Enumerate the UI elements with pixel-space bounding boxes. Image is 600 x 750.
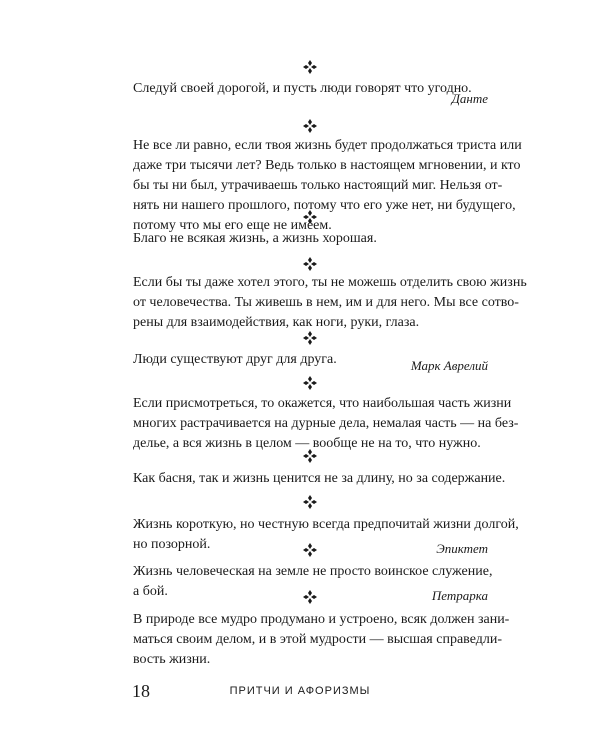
- quote-line: Жизнь короткую, но честную всегда предпочитай жизни долгой,: [133, 517, 519, 532]
- quote-line: делье, а вся жизнь в целом — вообще не на то, что нужно.: [133, 436, 481, 451]
- quote-line: В природе все мудро продумано и устроено, всяк должен зани-: [133, 612, 510, 627]
- quote-line: Если присмотреться, то окажется, что наибольшая часть жизни: [133, 396, 512, 411]
- quote-author: Данте: [451, 91, 488, 106]
- fleuron-diamond-icon: [303, 257, 317, 271]
- quote-author: Петрарка: [431, 588, 488, 603]
- running-footer-title: ПРИТЧИ И АФОРИЗМЫ: [229, 685, 371, 697]
- quote-line: от человечества. Ты живешь в нем, им и для него. Мы все сотво-: [133, 295, 519, 310]
- quote-line: вость жизни.: [133, 652, 211, 667]
- quote-line: Если бы ты даже хотел этого, ты не можешь отделить свою жизнь: [133, 275, 527, 290]
- quote-line: но позорной.: [133, 537, 211, 552]
- quote-line: бы ты ни был, утрачиваешь только настоящий миг. Нельзя от-: [133, 178, 503, 193]
- quote-line: Не все ли равно, если твоя жизнь будет продолжаться триста или: [133, 138, 522, 153]
- fleuron-diamond-icon: [303, 376, 317, 390]
- quote-line: маться своим делом, и в этой мудрости — высшая справедли-: [133, 632, 502, 647]
- quote-line: Жизнь человеческая на земле не просто воинское служение,: [133, 564, 493, 579]
- quote-line: Люди существуют друг для друга.: [133, 352, 337, 367]
- page-number: 18: [132, 681, 150, 701]
- fleuron-diamond-icon: [303, 495, 317, 509]
- fleuron-diamond-icon: [303, 119, 317, 133]
- quote-line: рены для взаимодействия, как ноги, руки, глаза.: [133, 315, 420, 330]
- fleuron-diamond-icon: [303, 331, 317, 345]
- quote-line: многих растрачивается на дурные дела, немалая часть — на без-: [133, 416, 519, 431]
- quote-author: Эпиктет: [436, 541, 488, 556]
- quote-line: даже три тысячи лет? Ведь только в настоящем мгновении, и кто: [133, 158, 521, 173]
- quote-line: нять ни нашего прошлого, потому что его уже нет, ни будущего,: [133, 198, 516, 213]
- quote-author: Марк Аврелий: [410, 358, 488, 373]
- quote-line: Как басня, так и жизнь ценится не за длину, но за содержание.: [133, 471, 506, 486]
- fleuron-diamond-icon: [303, 60, 317, 74]
- quote-line: Благо не всякая жизнь, а жизнь хорошая.: [133, 231, 377, 246]
- quote-line: потому что мы его еще не имеем.: [133, 218, 332, 233]
- quote-line: а бой.: [133, 584, 168, 599]
- quote-line: Следуй своей дорогой, и пусть люди говорят что угодно.: [133, 81, 472, 96]
